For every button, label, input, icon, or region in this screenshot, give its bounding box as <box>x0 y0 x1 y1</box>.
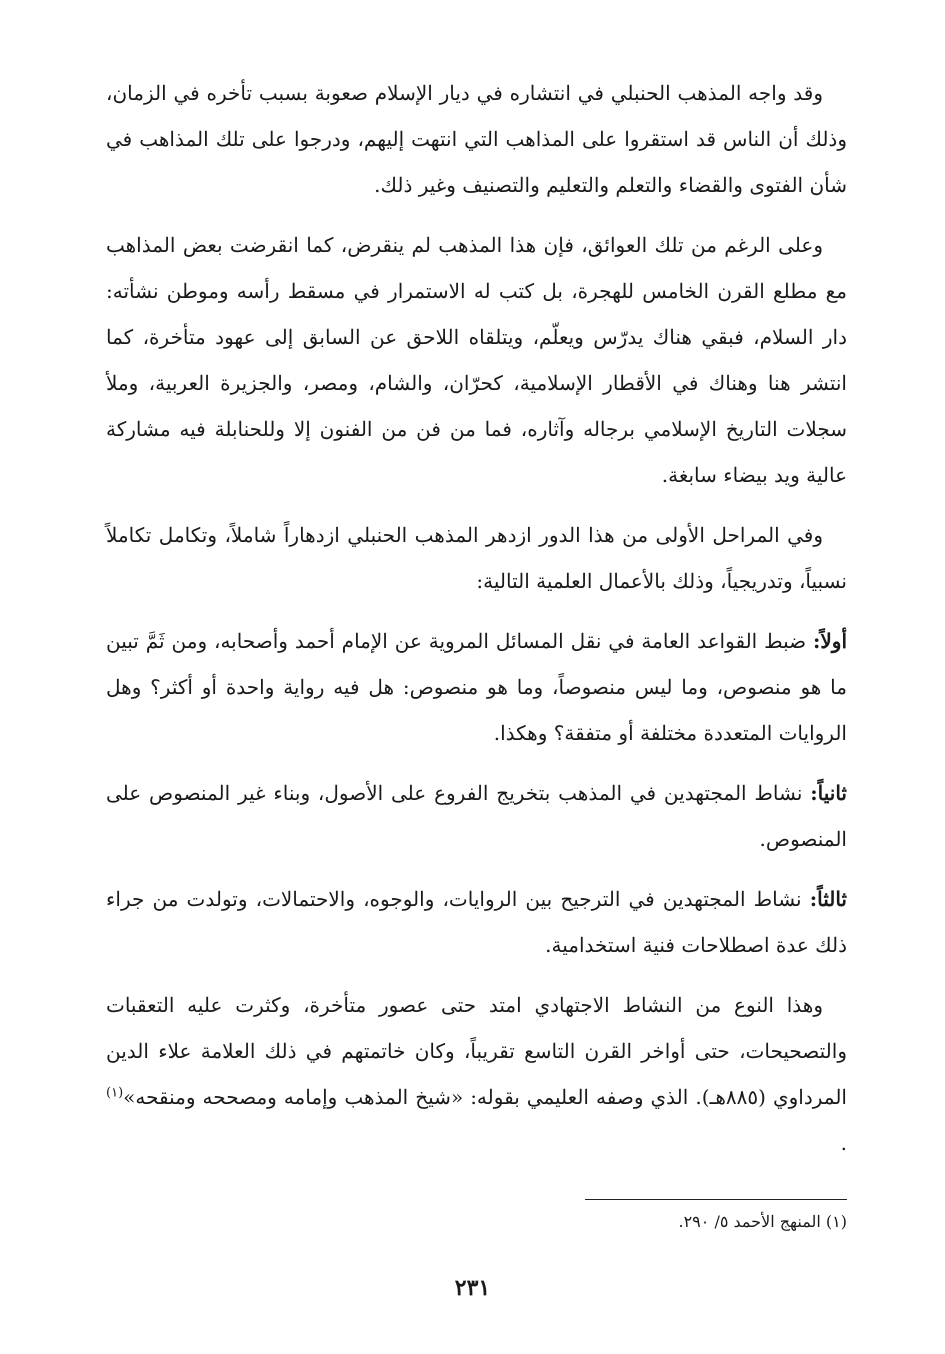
main-text <box>106 70 847 1180</box>
paragraph-survival <box>106 222 847 498</box>
footnote: (١) المنهج الأحمد ٥/ ٢٩٠. <box>678 1212 847 1231</box>
point-label: ثالثاً: <box>809 887 847 911</box>
point-label: أولاً: <box>813 629 848 653</box>
paragraph-text: نشاط المجتهدين في المذهب بتخريج الفروع على الأصول، وبناء غير المنصوص على المنصوص. <box>106 781 847 851</box>
footnote-separator <box>585 1199 847 1200</box>
paragraph-first-point <box>106 618 847 756</box>
paragraph-hanbali-difficulty <box>106 70 847 208</box>
paragraph-text: وعلى الرغم من تلك العوائق، فإن هذا المذهب لم ينقرض، كما انقرضت بعض المذاهب مع مطلع القرن الخامس للهجرة، بل كتب له الاستمرار في مسقط رأسه وموطن نشأته: دار السلام، فبقي هناك يدرّس ويعلّم، ويتلقاه اللاحق عن السابق إلى عهود متأخرة، كما انتشر هنا وهناك في الأقطار الإسلامية، كحرّان، والشام، ومصر، والجزيرة العربية، وملأ سجلات التاريخ الإسلامي برجاله وآثاره، فما من فن من الفنون إلا وللحنابلة فيه مشاركة عالية ويد بيضاء سابغة. <box>106 233 847 487</box>
paragraph-text: وهذا النوع من النشاط الاجتهادي امتد حتى عصور متأخرة، وكثرت عليه التعقبات والتصحيحات، حتى أواخر القرن التاسع تقريباً، وكان خاتمتهم في ذلك العلامة علاء الدين المرداوي (٨٨٥هـ). الذي وصفه العليمي بقوله: «شيخ المذهب وإمامه ومصححه ومنقحه» <box>106 993 847 1109</box>
paragraph-text: وفي المراحل الأولى من هذا الدور ازدهر المذهب الحنبلي ازدهاراً شاملاً، وتكامل تكاملاً نسبياً، وتدريجياً، وذلك بالأعمال العلمية التالية: <box>106 523 847 593</box>
point-label: ثانياً: <box>810 781 847 805</box>
footnote-marker[interactable]: (١) <box>106 1085 124 1101</box>
paragraph-second-point <box>106 770 847 862</box>
paragraph-tail: . <box>840 1131 847 1155</box>
paragraph-early-stages <box>106 512 847 604</box>
paragraph-text: ضبط القواعد العامة في نقل المسائل المروية عن الإمام أحمد وأصحابه، ومن ثَمَّ تبين ما هو منصوص، وما ليس منصوصاً، وما هو منصوص: هل فيه رواية واحدة أو أكثر؟ وهل الروايات المتعددة مختلفة أو متفقة؟ وهكذا. <box>106 629 847 745</box>
paragraph-mardawi <box>106 982 847 1166</box>
paragraph-third-point <box>106 876 847 968</box>
paragraph-text: وقد واجه المذهب الحنبلي في انتشاره في ديار الإسلام صعوبة بسبب تأخره في الزمان، وذلك أن الناس قد استقروا على المذاهب التي انتهت إليهم، ودرجوا على تلك المذاهب في شأن الفتوى والقضاء والتعلم والتعليم والتصنيف وغير ذلك. <box>106 81 848 197</box>
paragraph-text: نشاط المجتهدين في الترجيح بين الروايات، والوجوه، والاحتمالات، وتولدت من جراء ذلك عدة اصطلاحات فنية استخدامية. <box>106 887 847 957</box>
page-number: ٢٣١ <box>454 1275 491 1301</box>
